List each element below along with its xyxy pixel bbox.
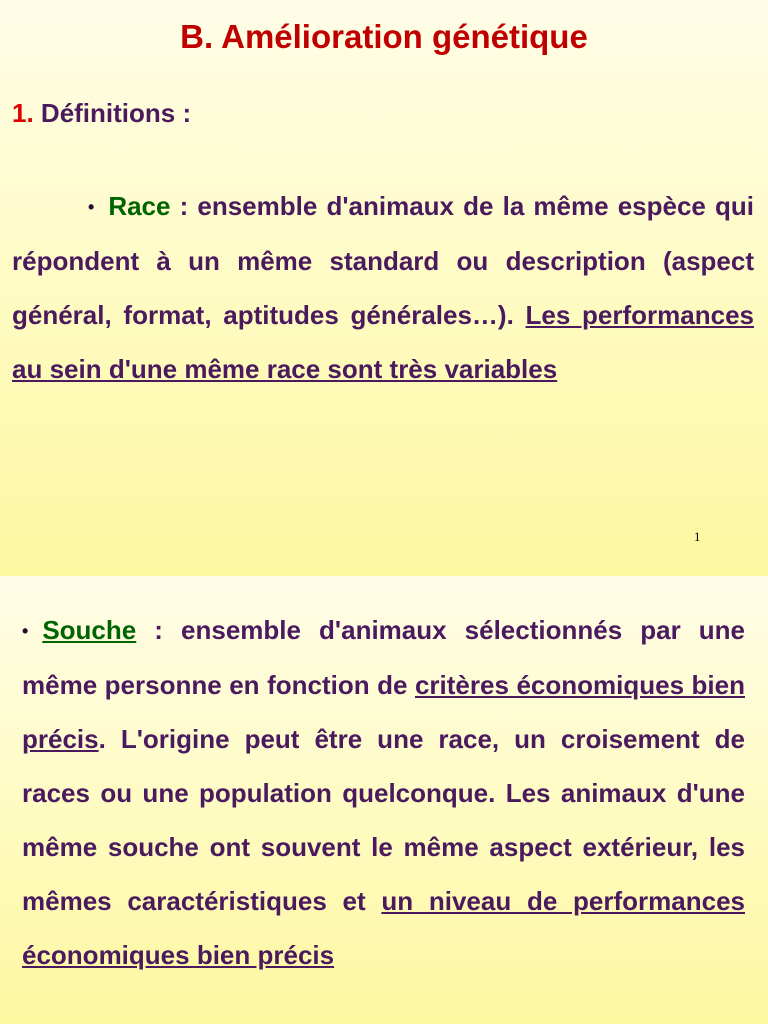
section-number: 1. [12, 98, 34, 128]
bullet-icon: • [22, 621, 29, 641]
race-term: Race [108, 191, 171, 221]
souche-definition [22, 603, 745, 982]
section-label: Définitions : [33, 98, 192, 128]
souche-text-1: : ensemble d'animaux sélectionnés par une même personne en fonction de [22, 615, 745, 700]
race-text: : ensemble d'animaux de la même espèce qui répondent à un même standard ou description (aspect général, format, aptitudes générales…). [12, 191, 754, 330]
race-emphasis: Les performances au sein d'une même race sont très variables [12, 300, 755, 384]
souche-emphasis-1: critères économiques bien précis [22, 670, 745, 754]
bullet-icon: • [88, 197, 95, 217]
souche-text-2: . L'origine peut être une race, un croisement de races ou une population quelconque. Les animaux d'une même souche ont souvent le même aspect extérieur, les mêmes caractéristiques et [22, 724, 745, 916]
slide-2 [0, 576, 768, 1024]
page-number: 1 [694, 529, 701, 544]
souche-emphasis-2: un niveau de performances économiques bien précis [22, 886, 745, 970]
page-title: B. Amélioration génétique [180, 18, 588, 55]
race-definition [12, 179, 754, 396]
section-heading [12, 98, 191, 129]
souche-term: Souche [42, 615, 137, 645]
